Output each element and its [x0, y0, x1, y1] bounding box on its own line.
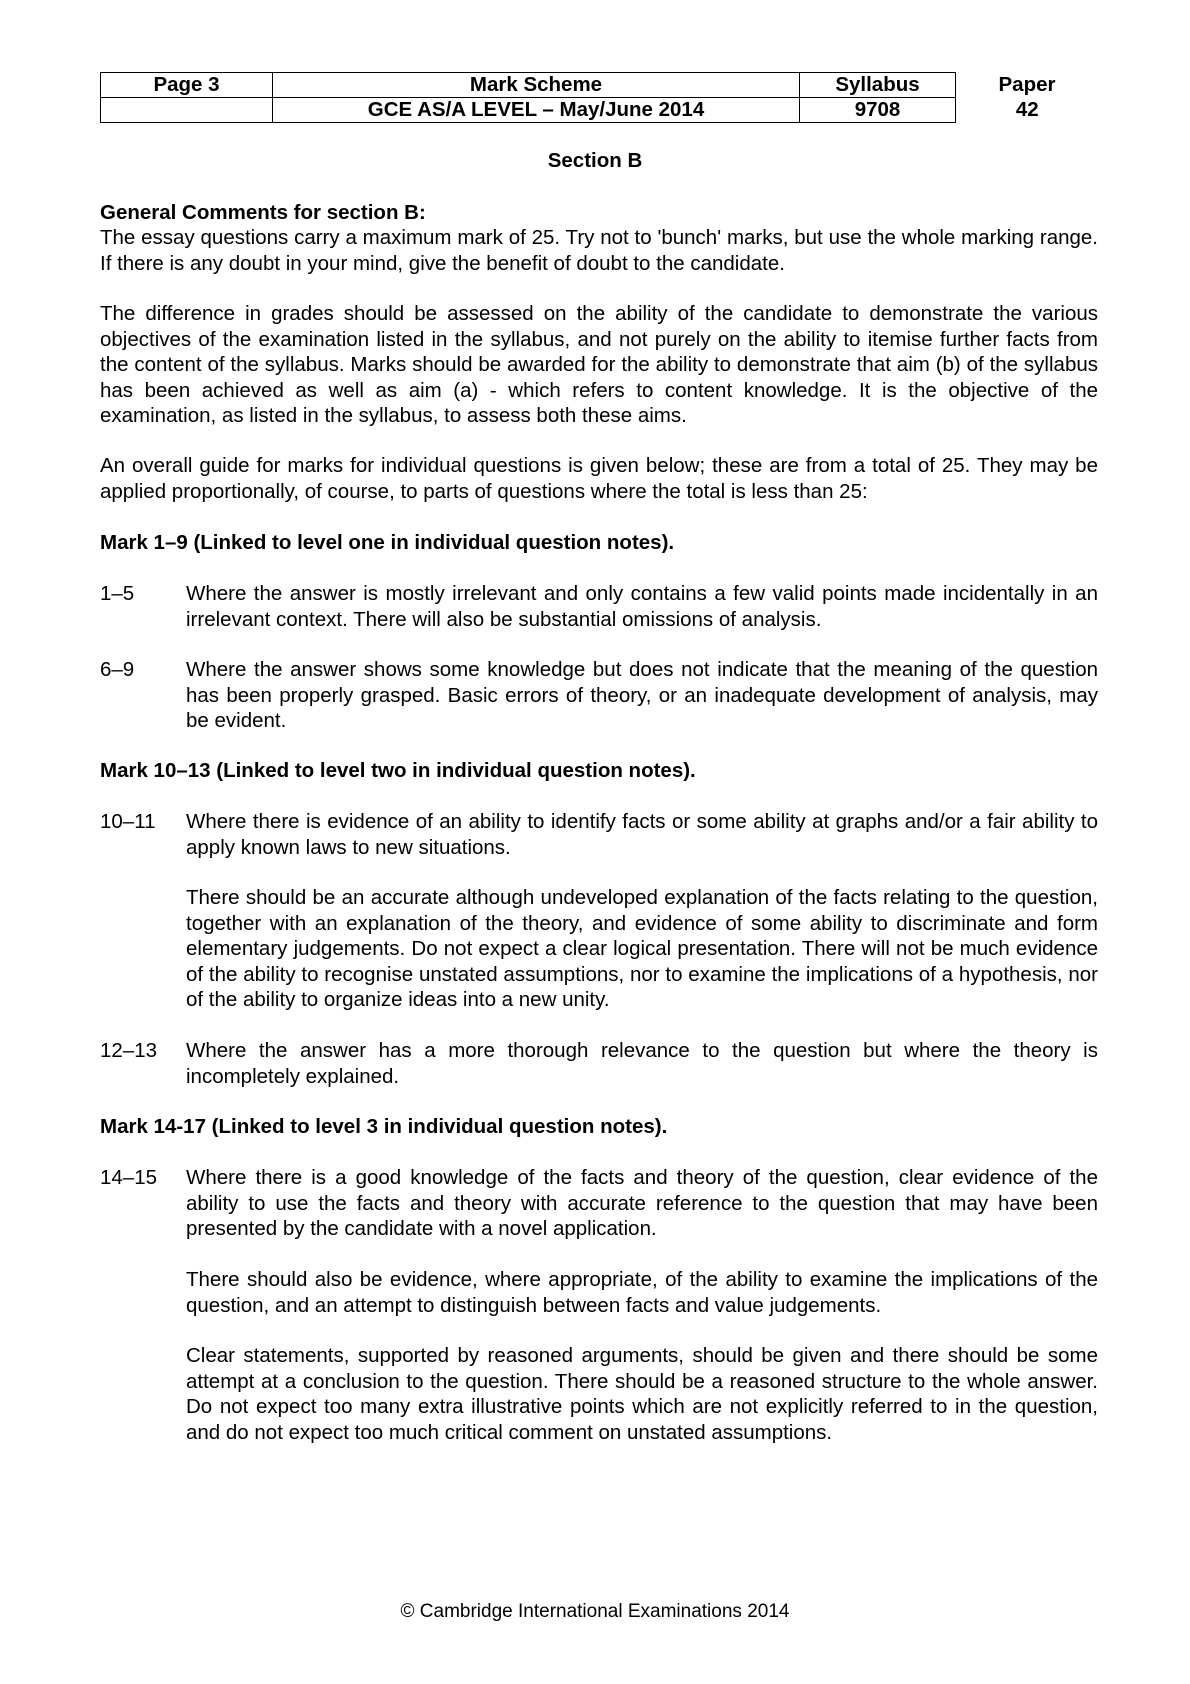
mark-range: 6–9 [100, 658, 135, 681]
level3-item [100, 1165, 1098, 1242]
mark-range: 14–15 [100, 1166, 158, 1189]
level3-heading: Mark 14-17 (Linked to level 3 in individual question notes). [100, 1115, 668, 1138]
header-paper-label: Paper [998, 73, 1056, 96]
mark-description: Where the answer has a more thorough relevance to the question but where the theory is incompletely explained. [186, 1039, 1098, 1088]
section-title: Section B [547, 149, 643, 172]
general-heading: General Comments for section B: [100, 201, 426, 224]
mark-range: 10–11 [100, 810, 156, 833]
footer-copyright: © Cambridge International Examinations 2014 [400, 1601, 790, 1622]
header-empty-cell [101, 98, 273, 123]
level2-extra-paragraph: There should be an accurate although undeveloped explanation of the facts relating to the question, together with an explanation of the theory, and evidence of some ability to discriminate and form elementary judgements. Do not expect a clear logical presentation. There will not be much evidence of the ability to recognise unstated assumptions, nor to examine the implications of a hypothesis, nor of the ability to organize ideas into a new unity. [186, 886, 1098, 1011]
header-paper-number: 42 [1015, 98, 1039, 121]
general-paragraph-2: The difference in grades should be assessed on the ability of the candidate to demonstrate the various objectives of the examination listed in the syllabus, and not purely on the ability to itemise further facts from the content of the syllabus. Marks should be awarded for the ability to demonstrate that aim (b) of the syllabus has been achieved as well as aim (a) - which refers to content knowledge. It is the objective of the examination, as listed in the syllabus, to assess both these aims. [100, 302, 1098, 427]
level3-paragraph-1: There should also be evidence, where appropriate, of the ability to examine the implications of the question, and an attempt to distinguish between facts and value judgements. [186, 1268, 1098, 1317]
mark-description: Where there is evidence of an ability to identify facts or some ability at graphs and/or a fair ability to apply known laws to new situations. [186, 810, 1098, 859]
header-exam: GCE AS/A LEVEL – May/June 2014 [273, 98, 800, 123]
level2-item [100, 1038, 1098, 1089]
level3-paragraph-2: Clear statements, supported by reasoned arguments, should be given and there should be some attempt at a conclusion to the question. There should be a reasoned structure to the whole answer. Do not expect too many extra illustrative points which are not explicitly referred to in the question, and do not expect too much critical comment on unstated assumptions. [186, 1344, 1098, 1444]
level2-heading: Mark 10–13 (Linked to level two in individual question notes). [100, 759, 696, 782]
mark-range: 12–13 [100, 1039, 158, 1062]
mark-description: Where the answer is mostly irrelevant and only contains a few valid points made incidentally in an irrelevant context. There will also be substantial omissions of analysis. [186, 582, 1098, 631]
header-mark-scheme: Mark Scheme [273, 73, 800, 98]
mark-description: Where the answer shows some knowledge but does not indicate that the meaning of the question has been properly grasped. Basic errors of theory, or an inadequate development of analysis, may be evident. [186, 658, 1098, 732]
general-paragraph-1: The essay questions carry a maximum mark of 25. Try not to 'bunch' marks, but use the whole marking range. If there is any doubt in your mind, give the benefit of doubt to the candidate. [100, 226, 1098, 275]
level1-item [100, 657, 1098, 734]
mark-description: Where there is a good knowledge of the facts and theory of the question, clear evidence of the ability to use the facts and theory with accurate reference to the question that may have been presented by the candidate with a novel application. [186, 1166, 1098, 1240]
header-syllabus-code: 9708 [800, 98, 956, 123]
header-table [100, 72, 1099, 123]
level1-heading: Mark 1–9 (Linked to level one in individual question notes). [100, 531, 675, 554]
mark-range: 1–5 [100, 582, 135, 605]
level2-item [100, 809, 1098, 860]
header-page: Page 3 [101, 73, 273, 98]
level1-item [100, 581, 1098, 632]
general-paragraph-3: An overall guide for marks for individual questions is given below; these are from a total of 25. They may be applied proportionally, of course, to parts of questions where the total is less than 25: [100, 454, 1098, 503]
header-syllabus-label: Syllabus [800, 73, 956, 98]
